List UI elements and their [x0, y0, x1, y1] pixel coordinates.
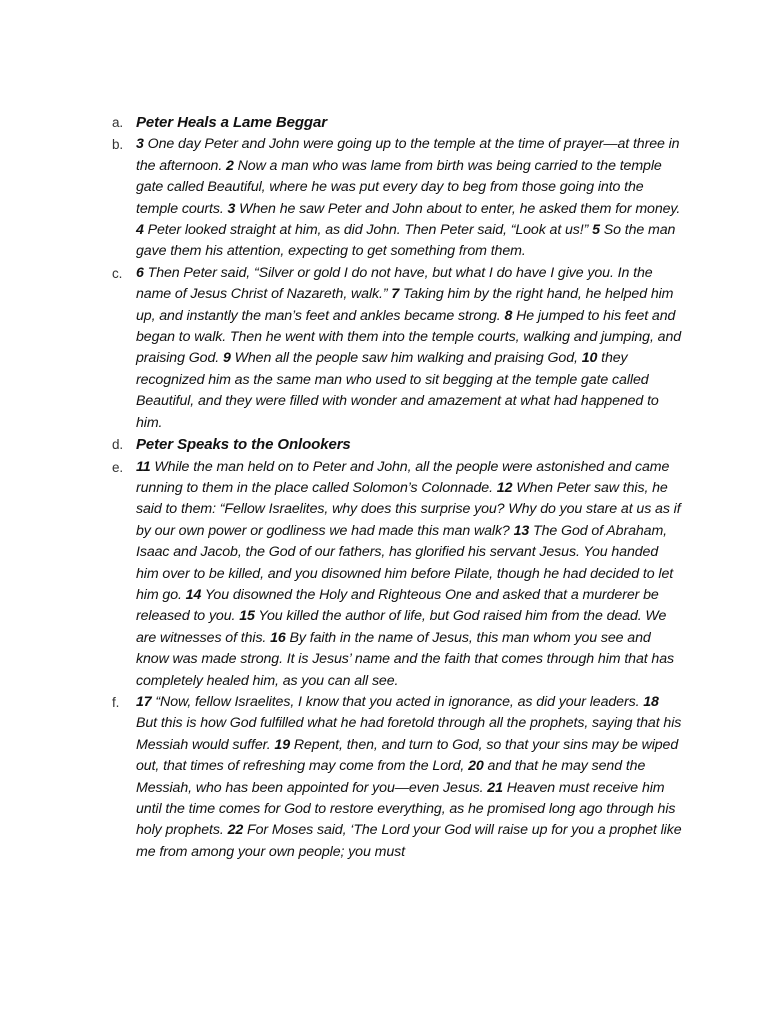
verse-number: 16 — [270, 629, 286, 646]
verse-text: When Peter saw this, he said to them: “Fellow Israelites, why does this surprise you? Why do you stare at us as if by our own power or godliness we had made this man walk? — [136, 479, 681, 539]
verse-number: 20 — [468, 758, 484, 775]
list-marker: a. — [112, 115, 124, 130]
section-heading: Peter Heals a Lame Beggar — [136, 114, 327, 131]
verse-text: So the man gave them his attention, expecting to get something from them. — [136, 222, 676, 260]
verse-text: The God of Abraham, Isaac and Jacob, the God of our fathers, has glorified his servant Jesus. You handed him over to be killed, and you disowned him before Pilate, though he had decided to let him go. — [136, 522, 674, 603]
verse-text: One day Peter and John were going up to the temple at the time of prayer—at three in the afternoon. — [136, 136, 680, 174]
list-marker: e. — [112, 459, 124, 475]
verse-text: While the man held on to Peter and John, all the people were astonished and came running to them in the place called Solomon’s Colonnade. — [136, 458, 670, 496]
verse-text: For Moses said, ‘The Lord your God will raise up for you a prophet like me from among your own people; you must — [136, 822, 682, 860]
list-marker: b. — [112, 137, 124, 153]
verse-text: they recognized him as the same man who used to sit begging at the temple gate called Beautiful, and they were filled with wonder and amazement at what had happened to him. — [136, 350, 659, 431]
verse-number: 10 — [581, 350, 598, 367]
verse-text: Repent, then, and turn to God, so that your sins may be wiped out, that times of refreshing may come from the Lord, — [136, 736, 679, 775]
verse-text: You disowned the Holy and Righteous One and asked that a murderer be released to you. — [136, 586, 659, 625]
section-heading-item — [112, 112, 682, 134]
verse-number: 6 — [136, 264, 144, 281]
verse-text: and that he may send the Messiah, who has been appointed for you—even Jesus. — [136, 758, 646, 796]
verse-number: 21 — [487, 779, 503, 796]
verse-number: 5 — [592, 222, 600, 239]
list-marker: d. — [112, 437, 124, 453]
verse-number: 19 — [274, 736, 291, 753]
verse-number: 14 — [185, 586, 202, 603]
scripture-list — [112, 112, 682, 863]
verse-text: By faith in the name of Jesus, this man whom you see and know was made strong. It is Jesus’ name and the faith that comes through him that has completely healed him, as you can all see. — [136, 629, 675, 689]
verse-number: 15 — [239, 608, 255, 625]
verse-number: 12 — [496, 479, 513, 496]
section-heading-item — [112, 434, 682, 456]
verse-number: 3 — [227, 200, 236, 217]
verse-number: 13 — [513, 522, 530, 539]
passage-item — [112, 134, 682, 262]
list-marker: c. — [112, 265, 123, 281]
verse-text: When all the people saw him walking and praising God, — [230, 350, 582, 367]
verse-text: You killed the author of life, but God raised him from the dead. We are witnesses of this. — [136, 608, 667, 646]
verse-text: Peter looked straight at him, as did John. Then Peter said, “Look at us!” — [143, 222, 593, 239]
verse-number: 11 — [136, 458, 151, 475]
verse-number: 8 — [504, 307, 513, 324]
verse-text: But this is how God fulfilled what he had foretold through all the prophets, saying that his Messiah would suffer. — [136, 715, 682, 753]
verse-text: Heaven must receive him until the time comes for God to restore everything, as he promised long ago through his holy prophets. — [136, 779, 676, 839]
verse-number: 9 — [222, 350, 231, 367]
verse-number: 22 — [227, 822, 244, 839]
verse-text: When he saw Peter and John about to enter, he asked them for money. — [235, 200, 681, 217]
verse-number: 17 — [136, 693, 152, 710]
passage-item — [112, 692, 682, 863]
verse-number: 7 — [391, 286, 400, 303]
verse-text: Now a man who was lame from birth was being carried to the temple gate called Beautiful, where he was put every day to beg from those going into the temple courts. — [136, 157, 662, 217]
verse-number: 3 — [136, 136, 144, 153]
verse-number: 2 — [226, 157, 234, 174]
verse-text: “Now, fellow Israelites, I know that you acted in ignorance, as did your leaders. — [151, 693, 644, 710]
section-heading: Peter Speaks to the Onlookers — [136, 436, 351, 454]
verse-text: He jumped to his feet and began to walk. Then he went with them into the temple courts, walking and jumping, and praising God. — [136, 307, 682, 367]
passage-item — [112, 263, 682, 434]
verse-text: Then Peter said, “Silver or gold I do not have, but what I do have I give you. In the name of Jesus Christ of Nazareth, walk.” — [136, 264, 653, 303]
verse-number: 4 — [136, 222, 144, 239]
verse-text: Taking him by the right hand, he helped him up, and instantly the man’s feet and ankles became strong. — [136, 286, 674, 324]
verse-number: 18 — [643, 693, 659, 710]
passage-item — [112, 457, 682, 692]
list-marker: f. — [112, 694, 120, 710]
